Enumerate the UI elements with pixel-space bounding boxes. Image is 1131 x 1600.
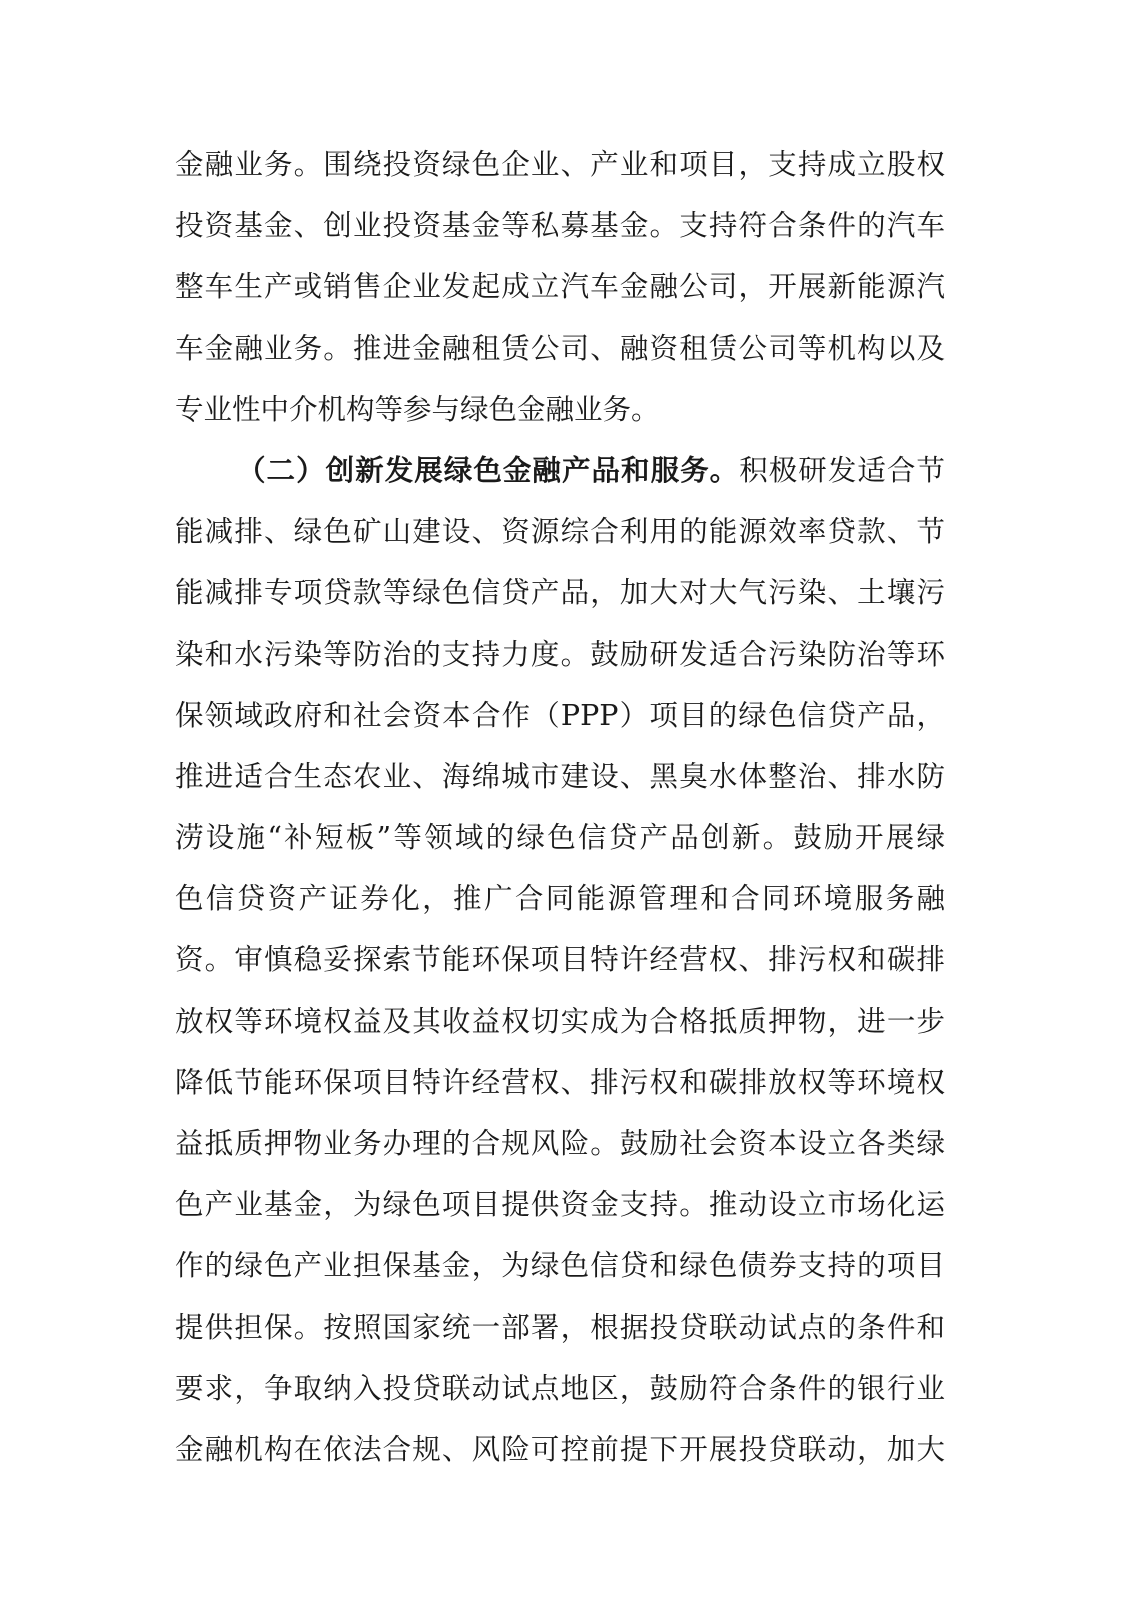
text-line: 金融机构在依法合规、风险可控前提下开展投贷联动，加大 <box>175 1432 945 1466</box>
text-line: 专业性中介机构等参与绿色金融业务。 <box>175 392 660 426</box>
text-line: 降低节能环保项目特许经营权、排污权和碳排放权等环境权 <box>175 1065 945 1099</box>
section-heading: （二）创新发展绿色金融产品和服务。 <box>237 453 740 487</box>
text-line: 投资基金、创业投资基金等私募基金。支持符合条件的汽车 <box>175 209 945 243</box>
text-span: 积极研发适合节 <box>739 453 945 487</box>
text-line: 能减排、绿色矿山建设、资源综合利用的能源效率贷款、节 <box>175 515 945 549</box>
text-line: 益抵质押物业务办理的合规风险。鼓励社会资本设立各类绿 <box>175 1127 945 1160</box>
text-line: 提供担保。按照国家统一部署，根据投贷联动试点的条件和 <box>175 1310 945 1344</box>
text-line: 要求，争取纳入投贷联动试点地区，鼓励符合条件的银行业 <box>175 1371 945 1405</box>
text-line: 保领域政府和社会资本合作（PPP）项目的绿色信贷产品， <box>175 698 945 732</box>
text-line: 推进适合生态农业、海绵城市建设、黑臭水体整治、排水防 <box>175 759 945 793</box>
text-line: 色产业基金，为绿色项目提供资金支持。推动设立市场化运 <box>175 1188 945 1222</box>
body-text <box>175 134 945 1480</box>
text-line: 能减排专项贷款等绿色信贷产品，加大对大气污染、土壤污 <box>175 576 945 610</box>
text-line: 资。审慎稳妥探索节能环保项目特许经营权、排污权和碳排 <box>175 943 945 977</box>
text-line: 整车生产或销售企业发起成立汽车金融公司，开展新能源汽 <box>175 270 945 304</box>
section-paragraph-start <box>175 440 945 501</box>
text-line: 车金融业务。推进金融租赁公司、融资租赁公司等机构以及 <box>175 331 945 365</box>
text-line: 金融业务。围绕投资绿色企业、产业和项目，支持成立股权 <box>175 148 945 181</box>
text-line: 作的绿色产业担保基金，为绿色信贷和绿色债券支持的项目 <box>175 1249 945 1283</box>
text-line: 涝设施“补短板”等领域的绿色信贷产品创新。鼓励开展绿 <box>175 821 945 855</box>
text-line: 染和水污染等防治的支持力度。鼓励研发适合污染防治等环 <box>175 637 945 671</box>
text-line: 放权等环境权益及其收益权切实成为合格抵质押物，进一步 <box>175 1004 945 1038</box>
text-line: 色信贷资产证券化，推广合同能源管理和合同环境服务融 <box>175 882 945 916</box>
